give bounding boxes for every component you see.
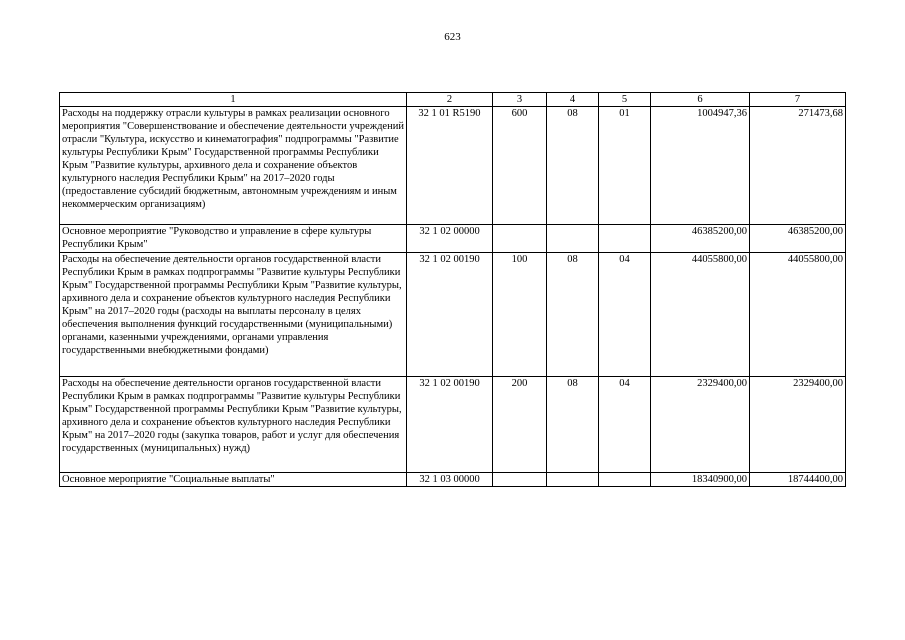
row-amount-6: 44055800,00 <box>651 253 750 377</box>
budget-table <box>59 92 846 487</box>
row-col5 <box>599 225 651 253</box>
row-col3 <box>493 473 547 487</box>
row-col5: 01 <box>599 107 651 225</box>
row-col5 <box>599 473 651 487</box>
header-row <box>60 93 846 107</box>
column-header: 1 <box>60 93 407 107</box>
row-col3: 600 <box>493 107 547 225</box>
row-col3: 100 <box>493 253 547 377</box>
column-header: 2 <box>407 93 493 107</box>
row-code: 32 1 03 00000 <box>407 473 493 487</box>
row-amount-6: 2329400,00 <box>651 377 750 473</box>
row-col3 <box>493 225 547 253</box>
row-amount-7: 44055800,00 <box>750 253 846 377</box>
column-header: 6 <box>651 93 750 107</box>
row-amount-6: 46385200,00 <box>651 225 750 253</box>
column-header: 4 <box>547 93 599 107</box>
row-col5: 04 <box>599 377 651 473</box>
row-amount-6: 18340900,00 <box>651 473 750 487</box>
row-description: Основное мероприятие "Руководство и управление в сфере культуры Республики Крым" <box>60 225 407 253</box>
row-col4: 08 <box>547 253 599 377</box>
table-row <box>60 107 846 225</box>
row-code: 32 1 02 00190 <box>407 253 493 377</box>
row-col4 <box>547 225 599 253</box>
row-col5: 04 <box>599 253 651 377</box>
row-code: 32 1 01 R5190 <box>407 107 493 225</box>
row-description: Расходы на обеспечение деятельности органов государственной власти Республики Крым в рамках подпрограммы "Развитие культуры Республики Крым" Государственной программы Республики Крым "Развитие культуры, архивного дела и сохранение объектов культурного наследия Республики Крым" на 2017–2020 годы (расходы на выплаты персоналу в целях обеспечения выполнения функций государственными (муниципальными) органами, казенными учреждениями, органами управления государственными внебюджетными фондами) <box>60 253 407 377</box>
column-header: 7 <box>750 93 846 107</box>
row-amount-7: 18744400,00 <box>750 473 846 487</box>
table-row <box>60 253 846 377</box>
row-col3: 200 <box>493 377 547 473</box>
row-amount-7: 271473,68 <box>750 107 846 225</box>
row-amount-7: 2329400,00 <box>750 377 846 473</box>
column-header: 5 <box>599 93 651 107</box>
row-description: Расходы на обеспечение деятельности органов государственной власти Республики Крым в рамках подпрограммы "Развитие культуры Республики Крым" Государственной программы Республики Крым "Развитие культуры, архивного дела и сохранение объектов культурного наследия Республики Крым" на 2017–2020 годы (закупка товаров, работ и услуг для обеспечения государственных (муниципальных) нужд) <box>60 377 407 473</box>
row-amount-7: 46385200,00 <box>750 225 846 253</box>
row-code: 32 1 02 00000 <box>407 225 493 253</box>
table-row <box>60 473 846 487</box>
row-description: Расходы на поддержку отрасли культуры в рамках реализации основного мероприятия "Совершенствование и обеспечение деятельности учреждений отрасли "Культура, искусство и кинематография" подпрограммы "Развитие культуры Республики Крым" Государственной программы Республики Крым "Развитие культуры, архивного дела и сохранение объектов культурного наследия Республики Крым" на 2017–2020 годы (предоставление субсидий бюджетным, автономным учреждениям и иным некоммерческим организациям) <box>60 107 407 225</box>
row-col4: 08 <box>547 107 599 225</box>
row-amount-6: 1004947,36 <box>651 107 750 225</box>
row-code: 32 1 02 00190 <box>407 377 493 473</box>
page-number: 623 <box>444 31 461 43</box>
row-col4: 08 <box>547 377 599 473</box>
table-row <box>60 225 846 253</box>
row-col4 <box>547 473 599 487</box>
row-description: Основное мероприятие "Социальные выплаты" <box>60 473 407 487</box>
column-header: 3 <box>493 93 547 107</box>
table-row <box>60 377 846 473</box>
